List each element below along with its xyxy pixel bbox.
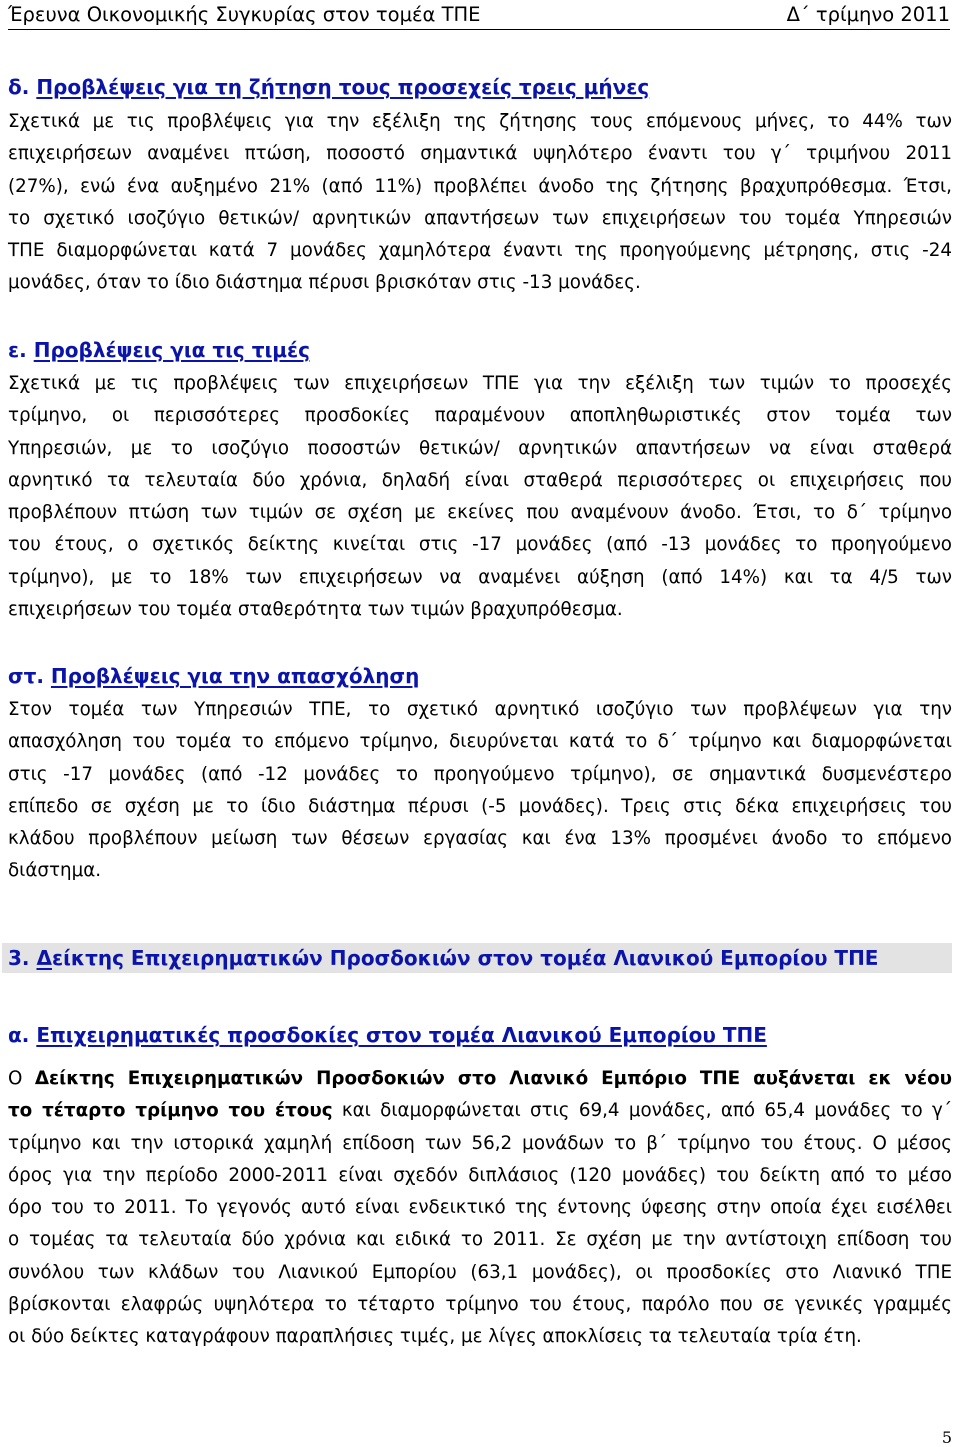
section-title: Προβλέψεις για τις τιμές [33, 338, 310, 362]
text-line: του έτους, ο σχετικός δείκτης κινείται στις -17 μονάδες (από -13 μονάδες το προηγούμενο [8, 534, 952, 556]
text-line: Σχετικά με τις προβλέψεις των επιχειρήσεων ΤΠΕ για την εξέλιξη των τιμών το προσεχές [8, 373, 952, 394]
major-heading-title-rest: είκτης Επιχειρηματικών Προσδοκιών στον τομέα Λιανικού Εμπορίου ΤΠΕ [51, 946, 879, 970]
running-header [8, 0, 950, 30]
paragraph-employment [8, 694, 952, 888]
section-heading-employment [8, 663, 952, 689]
text-line: οι δύο δείκτες καταγράφουν παραπλήσιες τιμές, με λίγες αποκλίσεις τα τελευταία τρία έτη. [8, 1326, 862, 1348]
text-line: το σχετικό ισοζύγιο θετικών/ αρνητικών απαντήσεων των επιχειρήσεων του τομέα Υπηρεσιών [8, 207, 952, 229]
text-line: (27%), ενώ ένα αυξημένο 21% (από 11%) προβλέπει άνοδο της ζήτησης βραχυπρόθεσμα. Έτσι, [8, 175, 952, 197]
page-number: 5 [941, 1428, 952, 1447]
emphasis-fourth-quarter: το τέταρτο τρίμηνο του έτους [8, 1100, 333, 1122]
text-line: απασχόληση του τομέα το επόμενο τρίμηνο, διευρύνεται κατά το δ΄ τρίμηνο και διαμορφώνεται [8, 731, 952, 753]
text-line: Υπηρεσιών, με το ισοζύγιο ποσοστών θετικών/ αρνητικών απαντήσεων να είναι σταθερά [8, 437, 952, 459]
text-line: στις -17 μονάδες (από -12 μονάδες το προηγούμενο τρίμηνο), σε σημαντικά δυσμενέστερο [8, 763, 952, 785]
header-document-title: Έρευνα Οικονομικής Συγκυρίας στον τομέα ΤΠΕ [8, 3, 481, 26]
section-marker: ε. [8, 338, 27, 362]
text-line: κλάδου προβλέπουν μείωση των θέσεων εργασίας και ένα 13% προσμένει άνοδο το επόμενο [8, 828, 952, 850]
section-title: Επιχειρηματικές προσδοκίες στον τομέα Λιανικού Εμπορίου ΤΠΕ [36, 1023, 767, 1047]
header-quarter: Δ΄ τρίμηνο 2011 [786, 3, 950, 26]
text-line: όρο του το 2011. Το γεγονός αυτό είναι ενδεικτικό της έντονης ύφεσης στην οποία έχει εισέλθει [8, 1197, 952, 1219]
text-line: διάστημα. [8, 860, 102, 882]
text-line: βρίσκονται ελαφρώς υψηλότερα το τέταρτο τρίμηνο του έτους, παρόλο που σε γενικές γραμμές [8, 1294, 952, 1316]
text-line: ΤΠΕ διαμορφώνεται κατά 7 μονάδες χαμηλότερα έναντι της προηγούμενης μέτρησης, στις -24 [8, 240, 952, 262]
text-line: ο τομέας τα τελευταία δύο χρόνια και ειδικά το 2011. Σε σχέση με την αντίστοιχη επίδοση του [8, 1229, 952, 1251]
text-line [8, 1095, 952, 1127]
section-heading-demand [8, 74, 952, 100]
text-line: συνόλου των κλάδων του Λιανικού Εμπορίου (63,1 μονάδες), οι προσδοκίες στο Λιανικό ΤΠΕ [8, 1261, 952, 1283]
text-line: τρίμηνο και την ιστορικά χαμηλή επίδοση των 56,2 μονάδων το β΄ τρίμηνο του έτους. Ο μέσος [8, 1132, 952, 1154]
text-line: όρος για την περίοδο 2000-2011 είναι σχεδόν διπλάσιος (120 μονάδες) του δείκτη από το μέσο [8, 1164, 952, 1186]
paragraph-prices [8, 368, 952, 626]
paragraph-retail-expectations [8, 1063, 952, 1354]
text-line: Στον τομέα των Υπηρεσιών ΤΠΕ, το σχετικό αρνητικό ισοζύγιο των προβλέψεων για την [8, 699, 952, 720]
section-title: Προβλέψεις για την απασχόληση [50, 664, 420, 688]
text-line: τρίμηνο, οι περισσότερες προσδοκίες παραμένουν αποπληθωριστικές στον τομέα των [8, 405, 952, 427]
major-heading-title [36, 946, 878, 970]
text-prefix: Ο [8, 1068, 35, 1089]
text-rest: και διαμορφώνεται στις 69,4 μονάδες, από 65,4 μονάδες το γ΄ [332, 1100, 952, 1122]
text-line: επιχειρήσεων αναμένει πτώση, ποσοστό σημαντικά υψηλότερο έναντι του γ΄ τριμήνου 2011 [8, 143, 952, 165]
section-marker: δ. [8, 75, 30, 99]
text-line: τρίμηνο), με το 18% των επιχειρήσεων να αναμένει αύξηση (από 14%) και τα 4/5 των [8, 566, 952, 588]
text-line: προβλέπουν πτώση των τιμών σε σχέση με εκείνες που αναμένουν άνοδο. Έτσι, το δ΄ τρίμηνο [8, 502, 952, 524]
text-line: επιχειρήσεων του τομέα σταθερότητα των τιμών βραχυπρόθεσμα. [8, 599, 623, 621]
section-heading-prices [8, 337, 952, 363]
text-line: αρνητικό τα τελευταία δύο χρόνια, δηλαδή είναι σταθερά περισσότερες οι επιχειρήσεις που [8, 469, 952, 491]
text-line [8, 1063, 952, 1095]
section-marker: α. [8, 1023, 30, 1047]
section-heading-retail-expectations [8, 1022, 952, 1048]
major-heading-title-initial: Δ [36, 946, 52, 970]
text-line: επίπεδο σε σχέση με το ίδιο διάστημα πέρυσι (-5 μονάδες). Τρεις στις δέκα επιχειρήσεις του [8, 795, 952, 817]
major-heading-number: 3. [8, 946, 30, 970]
major-heading-retail-index [2, 943, 952, 973]
paragraph-demand [8, 106, 952, 300]
section-title: Προβλέψεις για τη ζήτηση τους προσεχείς τρεις μήνες [36, 75, 650, 99]
text-line: Σχετικά με τις προβλέψεις για την εξέλιξη της ζήτησης τους επόμενους μήνες, το 44% των [8, 111, 952, 132]
section-marker: στ. [8, 664, 44, 688]
text-line: μονάδες, όταν το ίδιο διάστημα πέρυσι βρισκόταν στις -13 μονάδες. [8, 272, 641, 294]
emphasis-index-rises: Δείκτης Επιχειρηματικών Προσδοκιών στο Λιανικό Εμπόριο ΤΠΕ αυξάνεται εκ νέου [34, 1068, 952, 1089]
